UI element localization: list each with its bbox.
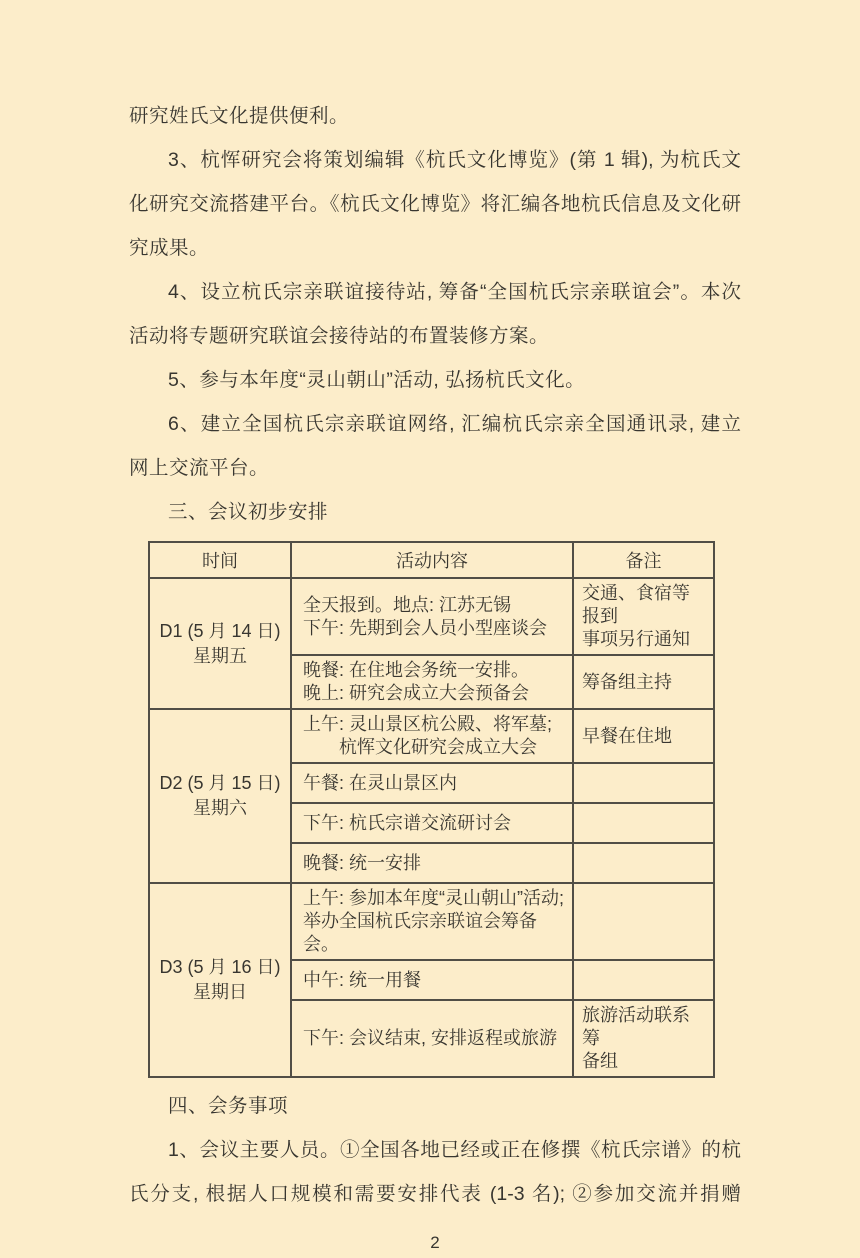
- text-line: 4、设立杭氏宗亲联谊接待站, 筹备“全国杭氏宗亲联谊会”。本次: [168, 281, 741, 303]
- activity-line: 中午: 统一用餐: [303, 969, 422, 990]
- note-cell: [573, 763, 714, 803]
- text-line: 三、会议初步安排: [168, 501, 329, 523]
- activity-line: 晚餐: 在住地会务统一安排。: [303, 660, 530, 680]
- day-label-line: D1 (5 月 14 日): [159, 620, 281, 641]
- activity-line: 午餐: 在灵山景区内: [303, 772, 458, 793]
- text-line: 1、会议主要人员。①全国各地已经或正在修撰《杭氏宗谱》的杭: [168, 1139, 741, 1161]
- day-label-line: 星期日: [193, 982, 247, 1002]
- note-cell: [573, 709, 714, 763]
- text-line: 氏分支, 根据人口规模和需要安排代表 (1-3 名); ②参加交流并捐赠: [129, 1183, 741, 1205]
- schedule-table: [148, 541, 715, 1078]
- activity-cell: [291, 883, 573, 960]
- activity-line: 全天报到。地点: 江苏无锡: [303, 594, 512, 615]
- column-header: 备注: [573, 542, 714, 578]
- note-cell: [573, 1000, 714, 1077]
- activity-line: 上午: 参加本年度“灵山朝山”活动;: [303, 888, 564, 908]
- activity-line: 下午: 先期到会人员小型座谈会: [303, 617, 548, 638]
- activity-line: 晚餐: 统一安排: [303, 852, 422, 873]
- body-text-before-table: [129, 94, 741, 534]
- activity-cell: [291, 655, 573, 709]
- text-line: 究成果。: [129, 237, 210, 259]
- paragraph: [129, 1128, 741, 1216]
- paragraph: [129, 402, 741, 490]
- text-line: 活动将专题研究联谊会接待站的布置装修方案。: [129, 325, 550, 347]
- activity-cell: [291, 578, 573, 655]
- column-header: 时间: [149, 542, 291, 578]
- activity-line: 晚上: 研究会成立大会预备会: [303, 683, 530, 703]
- note-line: 备组: [582, 1051, 618, 1071]
- day-label-line: 星期六: [193, 798, 247, 818]
- note-line: 事项另行通知: [582, 629, 690, 649]
- paragraph: [129, 270, 741, 358]
- page-number: 2: [430, 1233, 440, 1252]
- paragraph: [129, 138, 741, 270]
- note-cell: [573, 578, 714, 655]
- schedule-row: [149, 883, 714, 960]
- activity-cell: [291, 709, 573, 763]
- day-label-line: D2 (5 月 15 日): [159, 773, 281, 793]
- column-header: 活动内容: [291, 542, 573, 578]
- text-line: 研究姓氏文化提供便利。: [129, 105, 350, 127]
- activity-line: 杭恽文化研究会成立大会: [303, 737, 537, 757]
- schedule-table-header: [149, 542, 714, 578]
- note-line: 筹备组主持: [582, 671, 672, 692]
- activity-line: 上午: 灵山景区杭公殿、将军墓;: [303, 714, 553, 734]
- day-label-line: 星期五: [193, 645, 247, 666]
- activity-cell: [291, 763, 573, 803]
- text-line: 四、会务事项: [168, 1095, 289, 1117]
- note-line: 旅游活动联系筹: [582, 1005, 690, 1048]
- paragraph: [129, 94, 741, 138]
- note-cell: [573, 960, 714, 1000]
- text-line: 6、建立全国杭氏宗亲联谊网络, 汇编杭氏宗亲全国通讯录, 建立: [168, 413, 741, 435]
- activity-line: 下午: 会议结束, 安排返程或旅游: [303, 1028, 558, 1048]
- day-cell: [149, 578, 291, 709]
- day-cell: [149, 709, 291, 883]
- activity-line: 下午: 杭氏宗谱交流研讨会: [303, 812, 512, 833]
- note-cell: [573, 883, 714, 960]
- day-cell: [149, 883, 291, 1077]
- body-text-after-table: [129, 1084, 741, 1216]
- activity-cell: [291, 960, 573, 1000]
- paragraph: [129, 358, 741, 402]
- text-line: 化研究交流搭建平台。《杭氏文化博览》将汇编各地杭氏信息及文化研: [129, 193, 741, 215]
- section-heading: [129, 490, 741, 534]
- activity-line: 举办全国杭氏宗亲联谊会筹备会。: [303, 911, 537, 954]
- section-heading: [129, 1084, 741, 1128]
- text-line: 3、杭恽研究会将策划编辑《杭氏文化博览》(第 1 辑), 为杭氏文: [168, 149, 741, 171]
- activity-cell: [291, 803, 573, 843]
- note-cell: [573, 843, 714, 883]
- schedule-row: [149, 709, 714, 763]
- note-line: 交通、食宿等报到: [582, 583, 690, 626]
- note-cell: [573, 655, 714, 709]
- text-line: 5、参与本年度“灵山朝山”活动, 弘扬杭氏文化。: [168, 369, 586, 391]
- day-label-line: D3 (5 月 16 日): [159, 957, 281, 977]
- activity-cell: [291, 1000, 573, 1077]
- note-cell: [573, 803, 714, 843]
- schedule-row: [149, 578, 714, 655]
- note-line: 早餐在住地: [582, 725, 672, 746]
- text-line: 网上交流平台。: [129, 457, 270, 479]
- activity-cell: [291, 843, 573, 883]
